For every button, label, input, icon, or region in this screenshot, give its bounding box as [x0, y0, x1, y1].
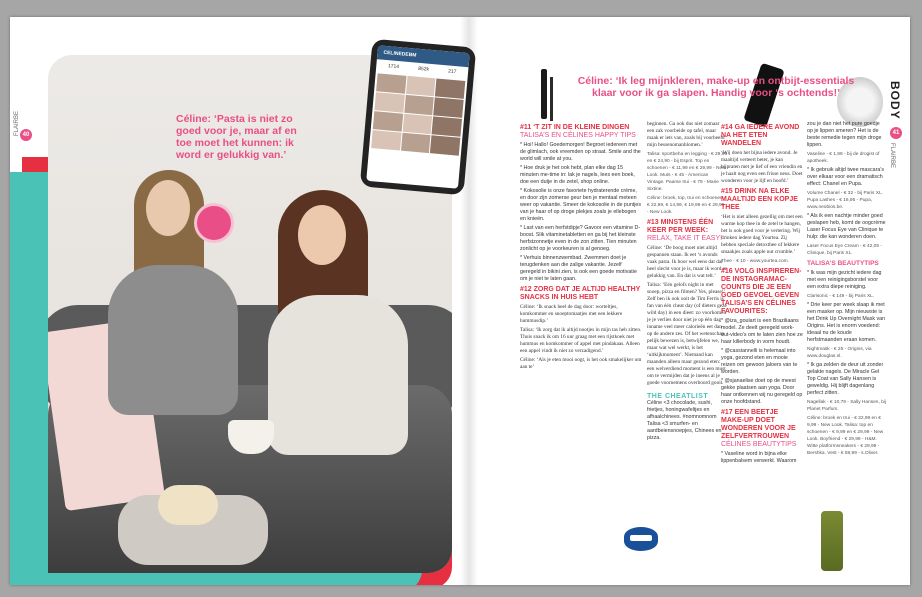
paragraph: * Als ik een nachtje minder goed geslapen heb, komt de oogcrème Laser Focus Eye van Clinique te hulp: die kan wonderen doen. — [807, 213, 886, 240]
popcorn-bowl — [228, 420, 274, 454]
shopping-info: Nagellak - € 10,79 - Sally Hansen, bij Planet Parfum. — [807, 399, 886, 412]
vaseline-label — [630, 535, 652, 541]
instagram-phone — [360, 39, 477, 196]
paragraph: * @cassiannelli is helemaal into yoga, gezond eten en mooie reizen om gewoon jaloers van te worden. — [721, 348, 798, 375]
phone-thumb — [430, 135, 460, 155]
tip-15-heading: #15 DRINK NA ELKE MAALTIJD EEN KOPJE THEE — [721, 188, 798, 211]
mascara-product — [541, 69, 547, 119]
shopping-info: Talisa: sportbeha en legging - € 29,99 en € 24,90 - bij Esprit. Top en schoenen - € 11,99 en € 29,99 - New Look. Muts - € 45 - American Vintage. Paarse trui - € 79 - Marie Sixtine. — [647, 152, 728, 192]
tip-17-subtitle: CÉLINES BEAUTYTIPS — [721, 441, 797, 448]
paragraph: ‘Wij doen het bijna iedere avond. Je maaltijd verteert beter, je kan bijpraten met je lief of een vriendin en je haalt nog even een frisse neus. Doet wonderen voor je lijf en hoofd.’ — [721, 150, 803, 184]
paragraph: Céline: ‘De boog moet niet altijd gespannen staan. Ik eet ‘s avonds vaak pasta. Ik hoor wel eens dat dat heel slecht voor je is, maar ik word er gelukkig van. En dat is wat telt.’ — [647, 245, 727, 279]
phone-thumb — [376, 73, 406, 93]
phone-thumb — [434, 97, 464, 117]
paragraph: * @sjanaelise doet op de meest gekke plaatsen aan yoga. Door haar ontkennen wij nu geregeld op onze hoofdstand. — [721, 378, 803, 405]
tip-13-title: #13 MINSTENS ÉÉN KEER PER WEEK: — [647, 219, 714, 234]
left-page-number: 40 — [20, 129, 32, 141]
paragraph: * Hoe druk je het ook hebt, plan elke dag 15 minuten me-time in: lak je nagels, lees een boek, doe een dutje in de zetel, shop online. — [520, 165, 635, 185]
paragraph: * Drie keer per week slaap ik met een masker op. Mijn nieuwste is het Drink Up Overnight Mask van Origins. Het is enorm voedend: ideaal nu de koude herfstmaanden eraan komen. — [807, 301, 886, 343]
mascara-wand — [550, 77, 553, 121]
tip-17-title: #17 EEN BEETJE MAKE-UP DOET WONDEREN VOOR JE ZELFVERTROUWEN — [721, 409, 796, 440]
tip-11-title: #11 ‘T ZIT IN DE KLEINE DINGEN — [520, 124, 630, 131]
tip-14-heading: #14 GA IEDERE AVOND NA HET ETEN WANDELEN — [721, 124, 800, 147]
woman-right-body — [268, 295, 408, 455]
woman-right-face — [298, 205, 346, 265]
phone-thumb — [371, 130, 401, 150]
shopping-info: Clarisonic - € 149 - bij Paris XL. — [807, 293, 875, 299]
right-page-number: 41 — [890, 127, 902, 139]
tip-17-heading — [721, 409, 803, 449]
phone-thumb — [374, 92, 404, 112]
paragraph: * Kokosolie is onze favoriete hydraterende crème, en door zijn zomerse geur ben je mentaal meteen weer op vakantie. Smeer de kokosolie in de puntjes van je haar of op droge plekjes zoals je ellebogen en knieën. — [520, 188, 642, 222]
woman-left-body — [108, 265, 238, 415]
article-column-1 — [520, 121, 643, 373]
phone-thumb — [432, 116, 462, 136]
article-column-2 — [647, 121, 727, 444]
tip-11-subtitle: TALISA’S EN CÉLINES HAPPY TIPS — [520, 132, 636, 139]
shopping-info: Thee - € 10 - www.yourtea.com. — [721, 259, 789, 264]
phone-account-name: CELINEDEBM — [377, 45, 470, 67]
talisa-beautytips-heading: TALISA’S BEAUTYTIPS — [807, 260, 879, 267]
phone-thumb — [401, 133, 431, 153]
paragraph: * @iza_goulart is een Braziliaans model. Ze deelt geregeld work-out-video’s om te laten zien hoe ze haar killerbody in vorm houdt. — [721, 318, 803, 345]
shopping-info: Laser Focus Eye Cream - € 42,05 - Clinique, bij Paris XL. — [807, 244, 882, 256]
paragraph: Céline: ‘Als je eten mooi oogt, is het ook smakelijker om aan te’ — [520, 357, 642, 370]
snack-bowl — [158, 485, 218, 525]
phone-thumb — [435, 78, 465, 98]
phone-thumb — [404, 95, 434, 115]
paragraph: ‘Het is niet alleen gezellig om met een warme kop thee in de zetel te hangen, het is ook goed voor je vertering. Wij drinken iedere dag Yourtea. Zij hebben speciale detoxthee of lekkere smaakjes zoals apple nut crumble.’ — [721, 214, 803, 255]
paragraph: * Verhuis binnenzwembad. Zwemmen doet je terugdenken aan die zalige vakantie. Jezelf geregeld in bikini zien, is ook een goede motivatie om je niet te laten gaan. — [520, 255, 637, 282]
phone-followers: 852k — [417, 65, 430, 73]
tip-12-heading: #12 ZORG DAT JE ALTIJD HEALTHY SNACKS IN HUIS HEBT — [520, 286, 641, 301]
shopping-info: Vaseline - € 1,98 - bij de drogist of apotheek. — [807, 152, 880, 164]
paragraph: Céline: ‘Ik snack heel de dag door: worteltjes, komkommer en snoeptomaatjes met een lekkere hummusdip.’ — [520, 304, 623, 324]
article-column-3 — [721, 121, 803, 467]
paragraph: * Hoi! Hallo! Goedemorgen! Begroet iedereen met de glimlach, ook vreemden op straat. Smile and the world will smile at you. — [520, 142, 641, 162]
paragraph: * Vaseline word in bijna elke lippenbalsem verwerkt. Waarom — [721, 451, 797, 464]
shopping-info: Nightmask - € 25 - Origins, via www.douglas.nl. — [807, 346, 872, 359]
paragraph: * Last van een herfstdipje? Gavoor een vitamine D-boost. Slik vitaminetabletten en ga bij het kleinste herfstzonnetje even in de zon zitten. Tien minuten zonlicht op je voorkeuren is al genoeg. — [520, 225, 641, 252]
shopping-info: Céline: broek en trui - € 22,99 en € 9,99 - New Look. Talisa: top en schoenen - € 9,99 en € 29,99 - New Look. Boyfriend - € 29,99 - H&M. Witte platformsneakers - € 29,99 - Bershka. Vest - € 59,99 - s.Oliver. — [807, 415, 884, 456]
origins-mask-tube — [821, 511, 843, 571]
phone-thumb — [402, 114, 432, 134]
paragraph: * Ik was mijn gezicht iedere dag met een reinigingsborstel voor een extra diepe reiniging. — [807, 269, 882, 290]
tip-16-subtitle: TALISA’S EN CÉLINES FAVOURITES: — [721, 300, 796, 315]
tip-16-title: #16 VOLG INSPIREREN-DE INSTAGRAMAC-COUNTS DIE JE EEN GOED GEVOEL GEVEN — [721, 268, 802, 299]
tip-13-heading — [647, 219, 727, 243]
vaseline-jar — [624, 527, 658, 551]
magazine-spread — [10, 17, 910, 585]
left-folio-label: FLAIRBE — [14, 111, 20, 137]
pull-quote: Céline: ‘Ik leg mijnkleren, make-up en ontbijt-essentials klaar voor ik ga slapen. Handig voor ‘s ochtends!’ — [577, 75, 855, 100]
cheatlist-text: Céline <3 chocolade, sushi, frietjes, honingwafeltjes en afhaalchinees. #nomnomnom Talisa <3 smurfen- en aardbeiensnoepjes, Chinees en pizza. — [647, 400, 722, 441]
paragraph: * Ik ga zelden de deur uit zonder gelakte nagels. De Miracle Gel Top Coat van Sally Hansen is geweldig. Hij blijft dagenlang perfect zitten. — [807, 361, 884, 396]
phone-screen — [366, 45, 470, 189]
paragraph: zou je dan niet het pure goedje op je lippen smeren? Het is de beste remedie tegen mijn droge lippen. — [807, 121, 882, 148]
photo-quote: Céline: ‘Pasta is niet zo goed voor je, maar af en toe moet het kunnen: ik word er gelukkig van.’ — [176, 113, 297, 162]
phone-following: 217 — [447, 68, 457, 76]
paragraph: * Ik gebruik altijd twee mascara’s over elkaar voor een dramatisch effect: Chanel en Pupa. — [807, 167, 885, 187]
paragraph: Talisa: ‘Ik zorg dat ik altijd nootjes in mijn tas heb zitten. Thuis snack ik om 16 uur graag met een rijstkoek met hummus en komkommer of appel met pindakaas. Alleen een appel vindt ik niet zo verzadigend.’ — [520, 327, 642, 354]
phone-photo-grid — [369, 71, 468, 158]
shopping-info: Céline: broek, top, trui en schoenen - € 22,99, € 14,99, € 19,99 en € 29,99 - New Look. — [647, 196, 726, 215]
woman-left-face — [146, 180, 190, 236]
article-column-4 — [807, 121, 887, 459]
paragraph: beginnen. Ga ook dus niet zomaar een zak voorbeide op tafel, maar maak er iets van, zoals bij voorbeeld mijn bessenomanblomen.’ — [647, 121, 725, 148]
cheatlist-title: THE CHEATLIST — [647, 393, 709, 400]
phone-posts: 1714 — [387, 63, 400, 71]
tip-16-heading — [721, 268, 803, 316]
shopping-info: Volume Chanel - € 32 - bij Paris XL. Pupa Lashes - € 16,95 - Pupa, www.neobios.be. — [807, 191, 883, 210]
donut-icon — [194, 203, 234, 243]
section-title: BODY — [888, 81, 902, 120]
right-folio-label: FLAIRBE — [889, 143, 895, 169]
phone-thumb — [373, 111, 403, 131]
tip-11-heading — [520, 124, 643, 140]
tip-13-subtitle: RELAX, TAKE IT EASY! — [647, 235, 723, 242]
paragraph: Talisa: ‘Eén gelofs night in met snoep, pizza en filmen? Yes, please!’ Zelf ben ik ook ooit de Tim Ferris is fan van één cheat day (of dieters geze wild day) in een dieet: zo voorkomen je je verlies door niet je op één dag inname veel meer calorieën eet dan op de andere zes. Of het wetenschap pelijk bewezen is, betwijfelen we, maar wat wel werkt, is het ‘uitkijkmoment’. Niemand kan maanden alleen maar gezond eten: een welverdiend moment is een must om te vermijden dat je ineens al je goede voornemens overboord gooit. — [647, 282, 727, 386]
phone-thumb — [406, 76, 436, 96]
